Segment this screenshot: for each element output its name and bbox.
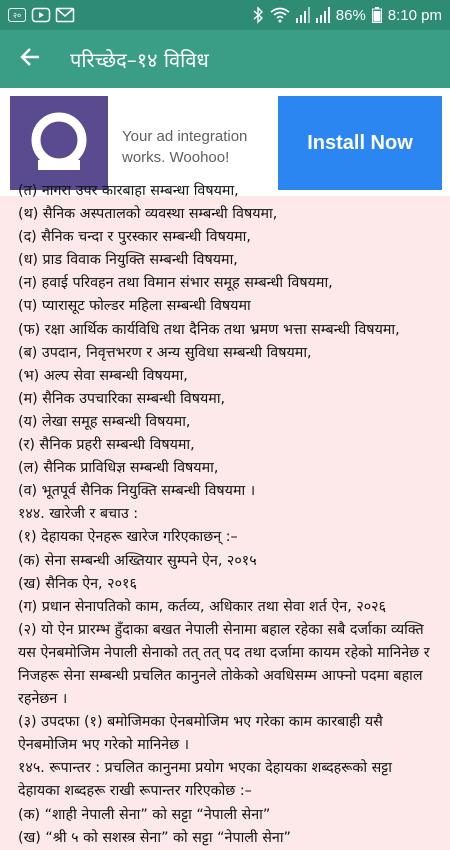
text-line: १४४. खारेजी र बचाउ : <box>18 506 139 523</box>
text-line: (द) सैनिक चन्दा र पुरस्कार सम्बन्धी विषयमा, <box>18 229 251 246</box>
arrow-back-icon <box>20 48 40 70</box>
text-line: (ध) प्राड विवाक नियुक्ति सम्बन्धी विषयमा, <box>18 252 238 269</box>
gmail-icon <box>56 8 74 22</box>
text-line: (ग) प्रधान सेनापतिको काम, कर्तव्य, अधिकार तथा सेवा शर्त ऐन, २०२६ <box>18 598 387 615</box>
text-line: (भ) अल्प सेवा सम्बन्धी विषयमा, <box>18 367 188 384</box>
text-line: (ख) सैनिक ऐन, २०१६ <box>18 575 137 592</box>
bluetooth-icon <box>252 7 264 23</box>
status-left-icons <box>8 8 74 22</box>
back-button[interactable] <box>0 30 60 88</box>
wifi-icon <box>270 7 290 23</box>
notification-icon: २० <box>8 8 26 22</box>
text-line: (न) हवाई परिवहन तथा विमान संभार समूह सम्बन्धी विषयमा, <box>18 275 333 292</box>
text-line: (थ) सैनिक अस्पतालको व्यवस्था सम्बन्धी विषयमा, <box>18 206 278 223</box>
text-line: १४५. रूपान्तर : प्रचलित कानुनमा प्रयोग भएका देहायका शब्दहरूको सट्टा देहायका शब्दहरू राखी रूपान्तर गरिएकोछ :– <box>18 760 392 800</box>
text-line: (क) सेना सम्बन्धी अख्तियार सुम्पने ऐन, २०१५ <box>18 552 257 569</box>
page-title: परिच्छेद–१४ विविध <box>70 47 209 72</box>
document-content <box>0 183 450 846</box>
text-line: (म) सैनिक उपचारिका सम्बन्धी विषयमा, <box>18 390 226 407</box>
text-line: (३) उपदफा (१) बमोजिमका ऐनबमोजिम भए गरेका काम कारबाही यसै ऐनबमोजिम भए गरेको मानिनेछ । <box>18 714 383 754</box>
install-now-button[interactable]: Install Now <box>278 96 442 190</box>
text-line: (त) नागरा उपर कारबाहा सम्बन्धा विषयमा, <box>18 183 239 199</box>
status-bar <box>0 0 450 30</box>
text-line: (१) देहायका ऐनहरू खारेज गरिएकाछन् :– <box>18 529 238 546</box>
clock: 8:10 pm <box>387 6 442 24</box>
text-line: (ल) सैनिक प्राविधिज्ञ सम्बन्धी विषयमा, <box>18 460 219 477</box>
youtube-icon <box>32 8 50 22</box>
ad-text: Your ad integration works. Woohoo! <box>122 128 248 166</box>
text-line: (व) भूतपूर्व सैनिक नियुक्ति सम्बन्धी विषयमा । <box>18 483 256 500</box>
text-line: (फ) रक्षा आर्थिक कार्यविधि तथा दैनिक तथा भ्रमण भत्ता सम्बन्धी विषयमा, <box>18 321 400 338</box>
text-line: (य) लेखा समूह सम्बन्धी विषयमा, <box>18 413 191 430</box>
text-line: (प) प्यारासूट फोल्डर महिला सम्बन्धी विषयमा <box>18 298 251 315</box>
text-line: (र) सैनिक प्रहरी सम्बन्धी विषयमा, <box>18 437 195 454</box>
text-line: (ख) “श्री ५ को सशस्त्र सेना” को सट्टा “नेपाली सेना” <box>18 829 291 846</box>
ad-logo <box>10 96 108 190</box>
app-bar <box>0 30 450 88</box>
ad-logo-icon <box>28 110 90 176</box>
text-line: (क) “शाही नेपाली सेना” को सट्टा “नेपाली सेना” <box>18 806 271 823</box>
battery-icon <box>372 7 382 23</box>
battery-percent: 86% <box>335 6 366 24</box>
status-right-icons <box>252 7 442 24</box>
text-line: (ब) उपदान, निवृत्तभरण र अन्य सुविधा सम्बन्धी विषयमा, <box>18 344 312 361</box>
text-line: (२) यो ऐन प्रारम्भ हुँदाका बखत नेपाली सेनामा बहाल रहेका सबै दर्जाका व्यक्ति यस ऐनबमोजिम नेपाली सेनाको तत् तत् पद तथा दर्जामा कायम रहेको मानिनेछ र निजहरू सेना सम्बन्धी प्रचलित कानुनले तोकेको अवधिसम्म आफ्नो पदमा बहाल रहनेछन । <box>18 621 430 708</box>
signal-icon <box>296 7 310 23</box>
signal-icon <box>316 7 330 23</box>
